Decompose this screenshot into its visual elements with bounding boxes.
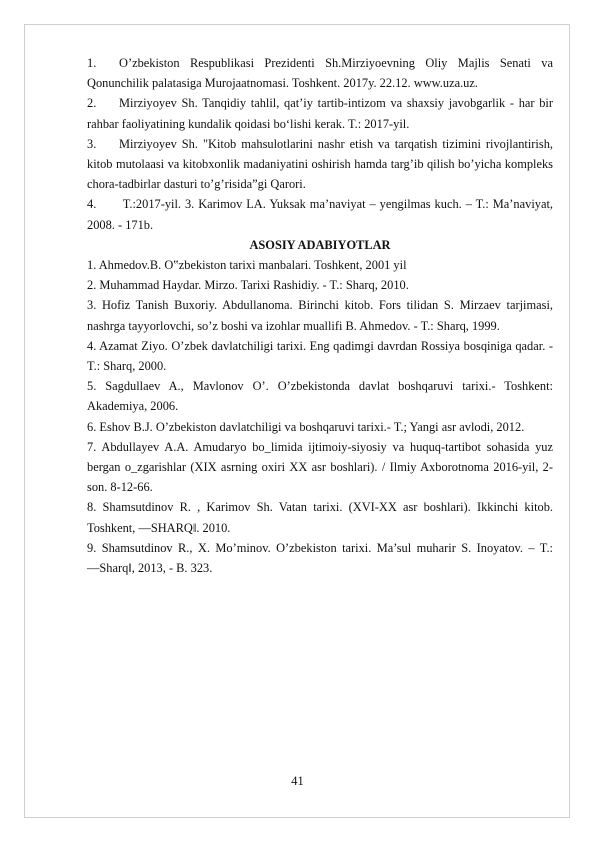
reference-item-2 xyxy=(87,93,553,133)
reference-number: 4. xyxy=(87,197,97,212)
main-reference-8: 8. Shamsutdinov R. , Karimov Sh. Vatan tarixi. (XVI-XX asr boshlari). Ikkinchi kitob. Toshkent, ―SHARQ‖. 2010. xyxy=(87,500,553,535)
reference-number: 1. xyxy=(87,56,97,70)
document-body xyxy=(87,53,553,578)
reference-text: Mirziyoyev Sh. Tanqidiy tahlil, qat’iy tartib-intizom va shaxsiy javobgarlik - har bir rahbar faoliyatining kundalik qoidasi boʻlishi kerak. T.: 2017-yil. xyxy=(87,96,553,131)
section-heading: ASOSIY ADABIYOTLAR xyxy=(249,237,391,252)
reference-number: 2. xyxy=(87,96,97,111)
main-reference-5: 5. Sagdullaev A., Mavlonov O’. O’zbekistonda davlat boshqaruvi tarixi.- Toshkent: Akademiya, 2006. xyxy=(87,379,553,414)
main-reference-3: 3. Hofiz Tanish Buxoriy. Abdullanoma. Birinchi kitob. Fors tilidan S. Mirzaev tarjimasi, nashrga tayyorlovchi, so’z boshi va izohlar muallifi B. Ahmedov. - T.: Sharq, 1999. xyxy=(87,298,553,333)
main-reference-2: 2. Muhammad Haydar. Mirzo. Tarixi Rashidiy. - T.: Sharq, 2010. xyxy=(87,278,409,293)
reference-text: Mirziyoyev Sh. "Kitob mahsulotlarini nashr etish va tarqatish tizimini rivojlantirish, kitob mutolaasi va kitobxonlik madaniyatini oshirish hamda targ’ib qilish bo’yicha kompleks chora-tadbirlar dasturi to’g’risida”gi Qarori. xyxy=(87,136,553,192)
reference-item-1 xyxy=(87,53,553,93)
reference-item-3 xyxy=(87,134,553,195)
reference-text: T.:2017-yil. 3. Karimov LA. Yuksak ma’naviyat – yengilmas kuch. – T.: Ma’naviyat, 2008. - 171b. xyxy=(87,197,553,232)
reference-text: O’zbekiston Respublikasi Prezidenti Sh.Mirziyoevning Oliy Majlis Senati va Qonunchilik palatasiga Murojaatnomasi. Toshkent. 2017y. 22.12. www.uza.uz. xyxy=(87,56,553,91)
reference-number: 3. xyxy=(87,136,97,151)
main-reference-4: 4. Azamat Ziyo. O’zbek davlatchiligi tarixi. Eng qadimgi davrdan Rossiya bosqiniga qadar. - T.: Sharq, 2000. xyxy=(87,338,553,374)
main-reference-6: 6. Eshov B.J. O’zbekiston davlatchiligi va boshqaruvi tarixi.- T.; Yangi asr avlodi, 2012. xyxy=(87,419,525,434)
page-number: 41 xyxy=(291,774,304,788)
main-reference-9: 9. Shamsutdinov R., X. Mo’minov. O’zbekiston tarixi. Ma’sul muharir S. Inoyatov. – T.: ―Sharq‖, 2013, - B. 323. xyxy=(87,540,553,576)
main-reference-7: 7. Abdullayev A.A. Amudaryo bo_limida ijtimoiy-siyosiy va huquq-tartibot sohasida yuz bergan o_zgarishlar (XIX asrning oxiri XX asr boshlari). / Ilmiy Axborotnoma 2016-yil, 2-son. 8-12-66. xyxy=(87,439,553,495)
reference-item-4 xyxy=(87,194,553,234)
main-reference-1: 1. Ahmedov.B. O‟zbekiston tarixi manbalari. Toshkent, 2001 yil xyxy=(87,258,407,273)
